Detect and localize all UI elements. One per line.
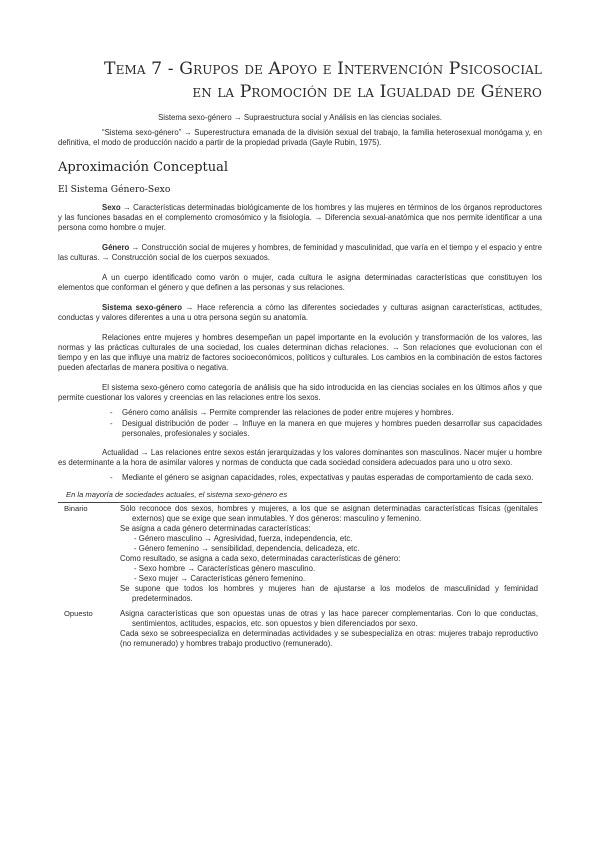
title-line-1: Tema 7 - Grupos de Apoyo e Intervención Psicosocial [104, 59, 542, 79]
paragraph-actualidad: Actualidad → Las relaciones entre sexos están jerarquizadas y los valores dominantes son masculinos. Nacer mujer u hombre es determinante a la hora de asimilar valores y normas de conducta que cada sociedad considera adecuados para uno u otro sexo. [58, 448, 542, 467]
table-row [58, 609, 542, 654]
paragraph-sexo [58, 203, 542, 233]
rubin-quote: “Sistema sexo-género” → Superestructura emanada de la división sexual del trabajo, la familia heterosexual monógama y, en definitiva, el modo de producción nacido a partir de la propiedad privada (Gayle Rubin, 1975). [58, 128, 542, 147]
row-content-binario [120, 503, 542, 610]
definition-sexo: → Características determinadas biológicamente de los hombres y las mujeres en términos de los órganos reproductores y las funciones basadas en el complemento cromosómico y la fisiología. → Diferencia sexual-anatómica que nos permite identificar a una persona como hombre o mujer. [58, 203, 542, 232]
table-caption: En la mayoría de sociedades actuales, el sistema sexo-género es [66, 490, 288, 499]
document-title [58, 58, 542, 104]
table-row [58, 503, 542, 610]
binario-line: - Sexo hombre → Características género masculino. [134, 564, 316, 573]
title-line-2: en la Promoción de la Igualdad de Género [192, 82, 542, 102]
subtitle: Sistema sexo-género → Supraestructura social y Análisis en las ciencias sociales. [158, 113, 442, 122]
list-genero [58, 473, 542, 483]
binario-line: Se supone que todos los hombres y mujeres han de ajustarse a los modelos de masculinidad y feminidad predeterminados. [120, 584, 538, 603]
paragraph-cultura: A un cuerpo identificado como varón o mujer, cada cultura le asigna determinadas características que constituyen los elementos que conforman el género y que definen a las personas y sus relaciones. [58, 273, 542, 292]
section-subheading: El Sistema Género-Sexo [58, 184, 171, 195]
list-analisis [58, 408, 542, 439]
row-label-binario: Binario [58, 503, 120, 610]
paragraph-categoria: El sistema sexo-género como categoría de análisis que ha sido introducida en las ciencias sociales en los últimos años y que permite cuestionar los valores y creencias en las relaciones entre los sexos. [58, 383, 542, 402]
binario-line: Como resultado, se asigna a cada sexo, determinadas características de género: [120, 554, 401, 563]
paragraph-genero [58, 243, 542, 263]
paragraph-relaciones: Relaciones entre mujeres y hombres desempeñan un papel importante en la evolución y transformación de los valores, las normas y las prácticas culturales de una sociedad, los cuales determinan dichas relaciones. → Son relaciones que evolucionan con el tiempo y en las que influye una matriz de factores socioeconómicos, políticos y culturales. Los cambios en la combinación de estos factores pueden afectarlas de manera positiva o negativa. [58, 333, 542, 372]
term-sexo: Sexo [102, 203, 121, 212]
binario-line: - Género femenino → sensibilidad, dependencia, delicadeza, etc. [134, 544, 360, 553]
opuesto-line: Cada sexo se sobreespecializa en determinadas actividades y se subespecializa en otras: mujeres trabajo reproductivo (no remunerado) y hombres trabajo productivo (remunerado). [120, 629, 538, 648]
section-heading: Aproximación Conceptual [58, 160, 229, 175]
row-content-opuesto [120, 609, 542, 654]
term-genero: Género [102, 243, 130, 252]
definition-genero: → Construcción social de mujeres y hombres, de feminidad y masculinidad, que varía en el tiempo y el espacio y entre las culturas. → Construcción social de los cuerpos sexuados. [58, 243, 542, 262]
binario-line: - Género masculino → Agresividad, fuerza, independencia, etc. [134, 534, 353, 543]
paragraph-sistema [58, 303, 542, 323]
row-label-opuesto: Opuesto [64, 609, 93, 618]
list-item: - Mediante el género se asignan capacidades, roles, expectativas y pautas esperadas de comportamiento de cada sexo. [110, 473, 542, 483]
opuesto-line: Asigna características que son opuestas unas de otras y las hace parecer complementarias. Con lo que conductas, sentimientos, actitudes, espacios, etc. son opuestos y bien diferenciados por sexo. [120, 609, 538, 628]
binario-line: Se asigna a cada género determinadas características: [120, 524, 311, 533]
list-item: - Género como análisis → Permite comprender las relaciones de poder entre mujeres y hombres. [110, 408, 542, 418]
binario-line: - Sexo mujer → Características género femenino. [134, 574, 306, 583]
definition-sistema: → Hace referencia a cómo las diferentes sociedades y culturas asignan características, actitudes, conductas y valores diferentes a una u otra persona según su anatomía. [58, 303, 542, 322]
term-sistema-sexo-genero: Sistema sexo-género [102, 303, 182, 312]
gender-system-table [58, 502, 542, 654]
binario-line: Sólo reconoce dos sexos, hombres y mujeres, a los que se asignan determinadas características físicas (genitales externos) que se exige que sean inmutables. Y dos géneros: masculino y femenino. [120, 504, 538, 523]
list-item: - Desigual distribución de poder → Influye en la manera en que mujeres y hombres pueden desarrollar sus capacidades personales, profesionales y sociales. [110, 419, 542, 439]
